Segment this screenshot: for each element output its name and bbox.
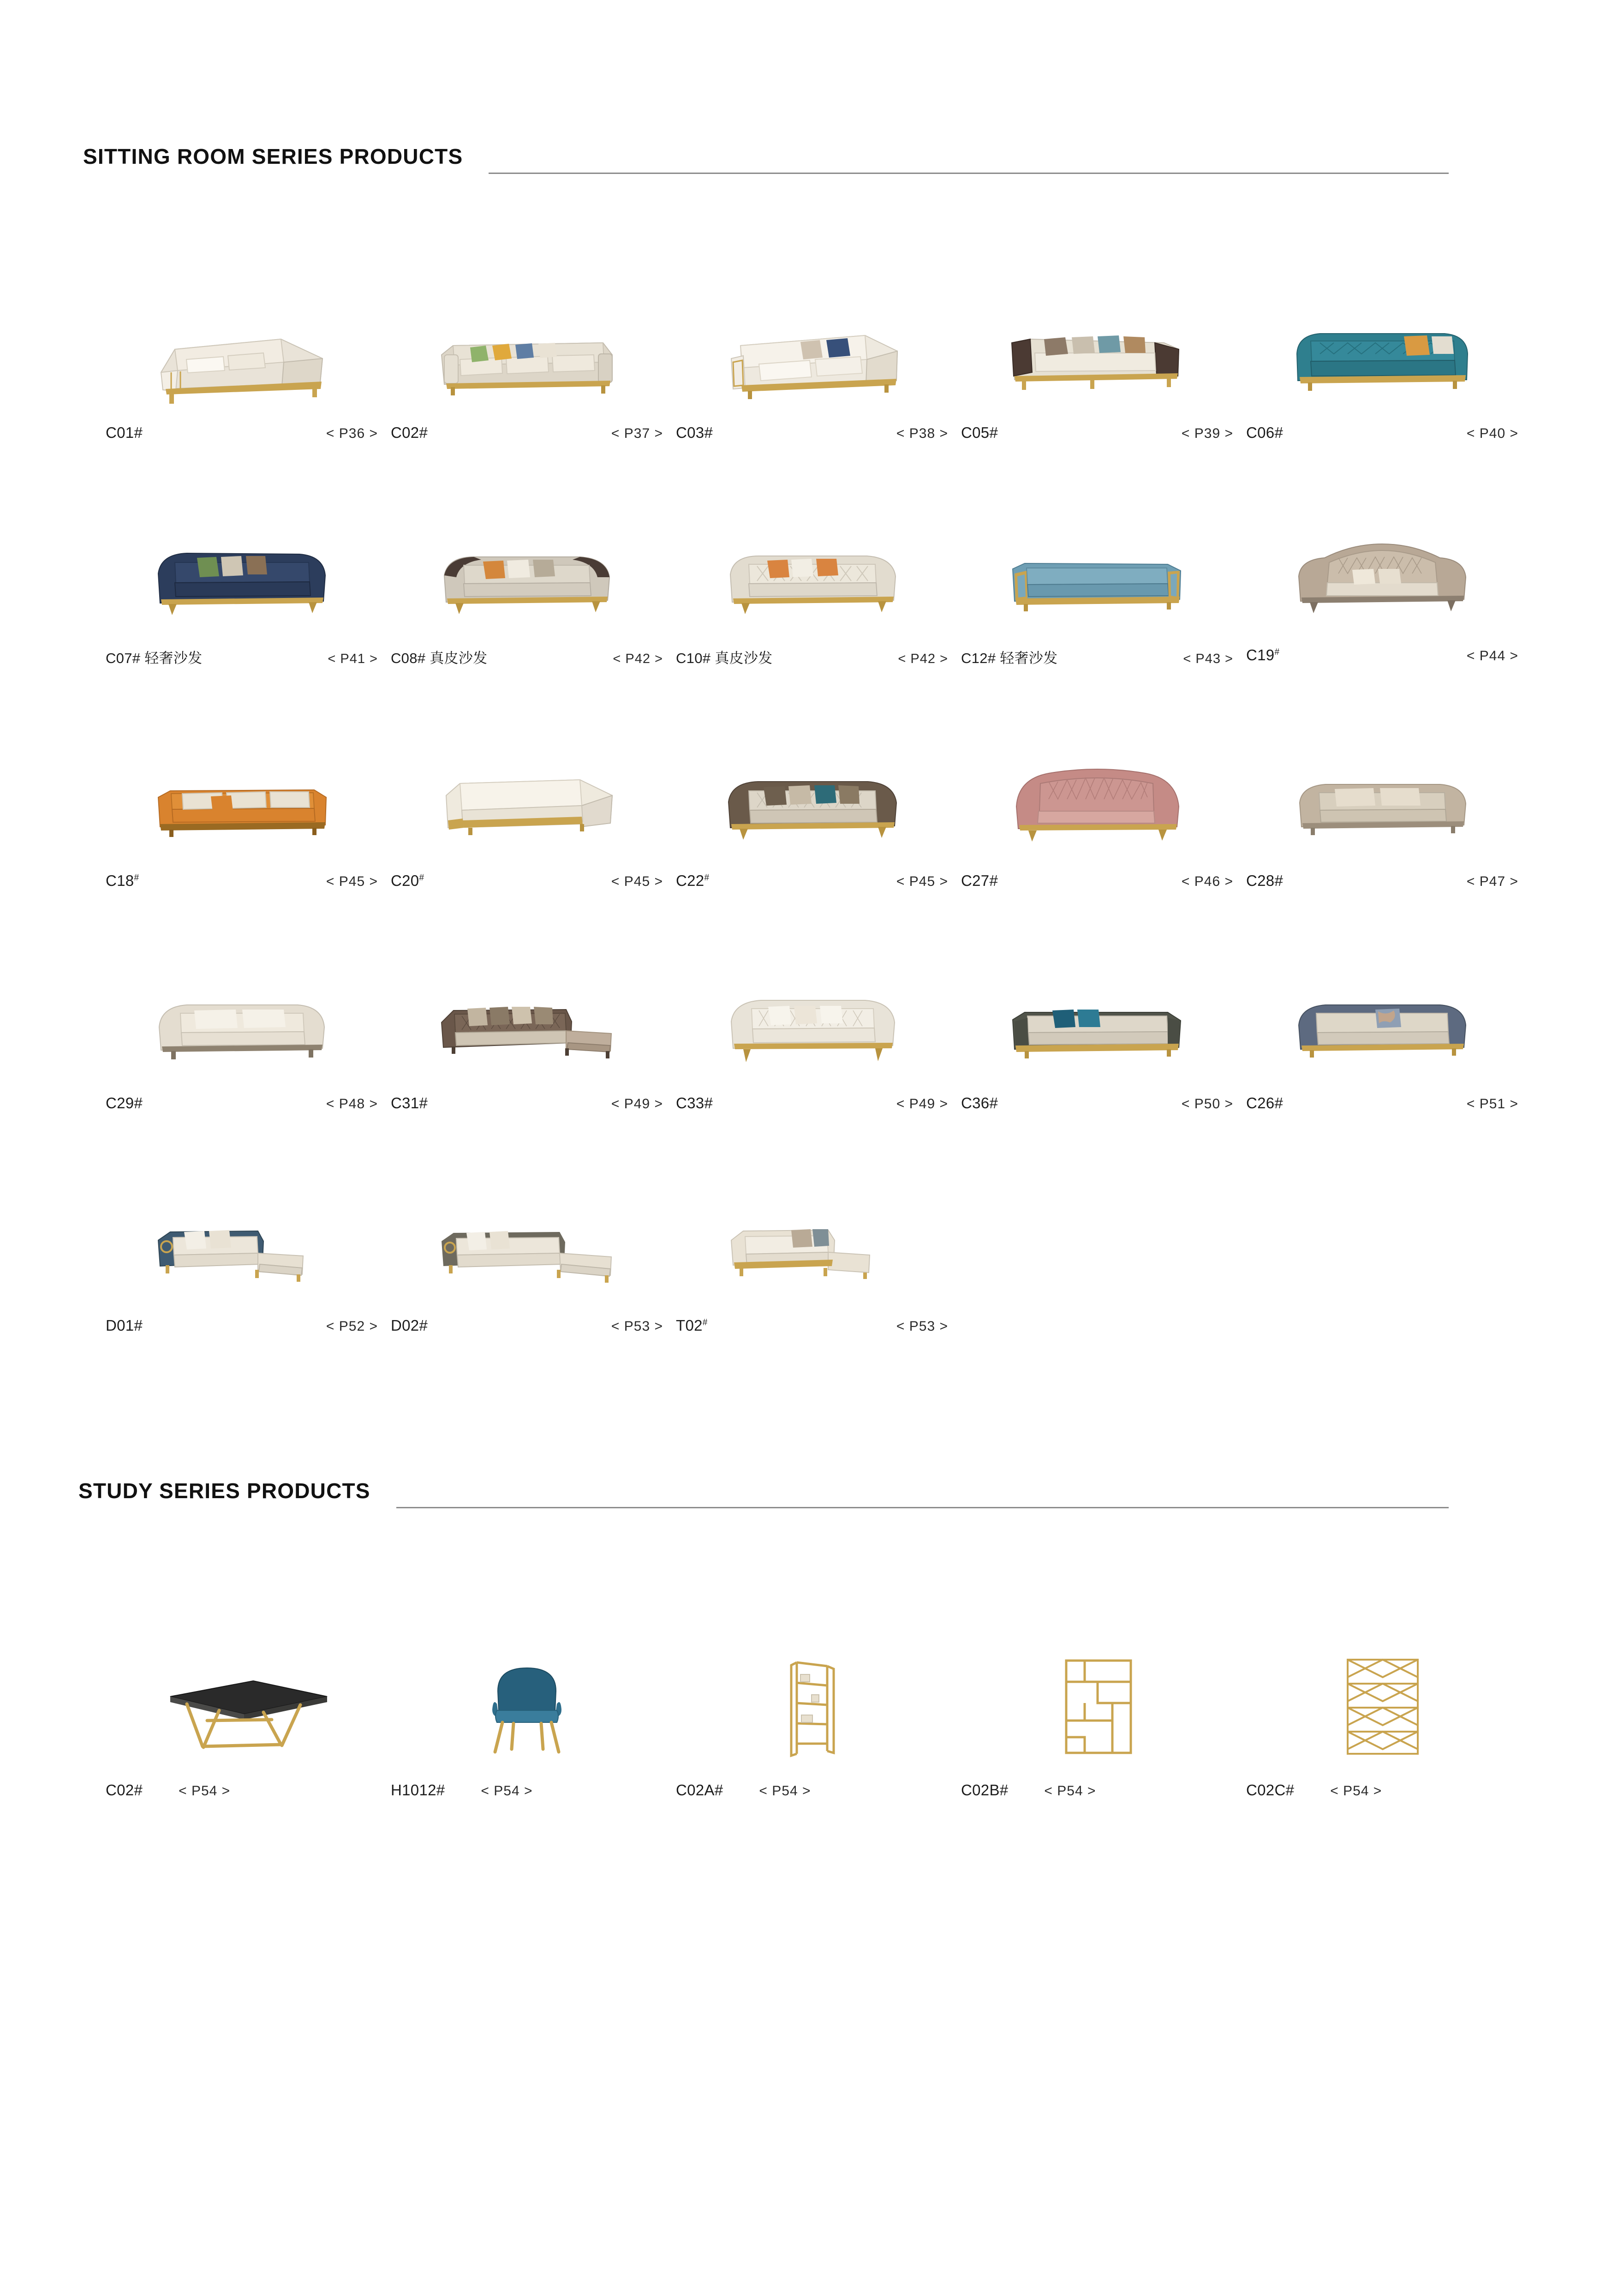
product-cell[interactable] bbox=[99, 493, 384, 667]
sofa-blue-grey-panel-icon bbox=[1246, 941, 1518, 1082]
sofa-cream-fabric-icon bbox=[106, 941, 378, 1082]
product-code: C36# bbox=[961, 1094, 998, 1112]
product-grid-row bbox=[0, 1614, 1624, 1799]
product-caption bbox=[961, 860, 1233, 890]
product-code: C29# bbox=[106, 1094, 143, 1112]
sofa-white-navy-cushions-icon bbox=[676, 271, 948, 412]
product-page-ref: < P54 > bbox=[1330, 1783, 1382, 1799]
sofa-brown-tufted-icon bbox=[676, 719, 948, 860]
product-page-ref: < P51 > bbox=[1466, 1096, 1518, 1112]
product-page-ref: < P41 > bbox=[328, 651, 378, 666]
product-code: C20# bbox=[391, 872, 424, 889]
desk-black-gold-icon bbox=[106, 1614, 378, 1769]
product-cell[interactable] bbox=[1240, 493, 1525, 667]
product-page-ref: < P43 > bbox=[1183, 651, 1233, 666]
product-caption bbox=[1246, 634, 1518, 664]
product-page-ref: < P49 > bbox=[611, 1096, 663, 1112]
product-caption bbox=[1246, 412, 1518, 442]
product-grid-row bbox=[0, 493, 1624, 667]
product-caption bbox=[391, 1305, 663, 1334]
product-page-ref: < P38 > bbox=[896, 426, 948, 441]
product-code: C27# bbox=[961, 872, 998, 889]
product-code: T02# bbox=[676, 1317, 708, 1334]
product-code: H1012# bbox=[391, 1781, 445, 1799]
product-code: C02# bbox=[391, 424, 428, 441]
product-page-ref: < P36 > bbox=[326, 426, 378, 441]
product-cell[interactable] bbox=[669, 1164, 955, 1334]
product-cell[interactable] bbox=[1240, 719, 1525, 890]
product-code: C33# bbox=[676, 1094, 713, 1112]
section-header-sitting-room bbox=[0, 138, 1624, 174]
section-divider bbox=[396, 1507, 1449, 1508]
product-caption bbox=[391, 412, 663, 442]
section-divider bbox=[489, 173, 1449, 174]
product-code: C26# bbox=[1246, 1094, 1284, 1112]
product-caption bbox=[106, 1305, 378, 1334]
product-page-ref: < P39 > bbox=[1181, 426, 1233, 441]
product-page-ref: < P47 > bbox=[1466, 874, 1518, 889]
product-cell[interactable] bbox=[99, 719, 384, 890]
sectional-cream-blue-icon bbox=[106, 1164, 378, 1305]
sofa-navy-leather-icon bbox=[106, 493, 378, 634]
product-grid-row bbox=[0, 941, 1624, 1112]
product-code: C02C# bbox=[1246, 1781, 1295, 1799]
sofa-pink-chesterfield-icon bbox=[961, 719, 1233, 860]
product-grid-row bbox=[0, 271, 1624, 442]
product-cell-empty bbox=[955, 1164, 1240, 1334]
product-page-ref: < P53 > bbox=[611, 1319, 663, 1334]
product-cell[interactable] bbox=[99, 941, 384, 1112]
product-cell[interactable] bbox=[669, 271, 955, 442]
product-grid-row bbox=[0, 1164, 1624, 1334]
product-page-ref: < P54 > bbox=[759, 1783, 811, 1799]
product-caption bbox=[391, 1769, 663, 1799]
product-cell[interactable] bbox=[955, 719, 1240, 890]
product-cell[interactable] bbox=[384, 941, 669, 1112]
product-caption bbox=[961, 412, 1233, 442]
product-grid-row bbox=[0, 719, 1624, 890]
product-caption bbox=[391, 1082, 663, 1112]
sofa-taupe-modern-icon bbox=[1246, 719, 1518, 860]
sofa-white-quilted-icon bbox=[676, 941, 948, 1082]
product-caption bbox=[676, 634, 948, 667]
product-code: C18# bbox=[106, 872, 139, 889]
sofa-orange-leather-icon bbox=[106, 719, 378, 860]
product-page-ref: < P54 > bbox=[1044, 1783, 1096, 1799]
product-page-ref: < P42 > bbox=[898, 651, 948, 666]
product-caption bbox=[106, 634, 378, 667]
product-page-ref: < P46 > bbox=[1181, 874, 1233, 889]
sofa-grey-curved-icon bbox=[391, 493, 663, 634]
sectional-cream-long-icon bbox=[391, 1164, 663, 1305]
product-page-ref: < P42 > bbox=[613, 651, 663, 666]
product-code: C31# bbox=[391, 1094, 428, 1112]
sofa-cream-gold-frame-icon bbox=[106, 271, 378, 412]
product-caption bbox=[106, 1082, 378, 1112]
product-page-ref: < P45 > bbox=[326, 874, 378, 889]
product-cell[interactable] bbox=[384, 1614, 669, 1799]
section-header-study bbox=[0, 1473, 1624, 1508]
product-cell[interactable] bbox=[955, 493, 1240, 667]
product-caption bbox=[676, 1305, 948, 1334]
product-caption bbox=[676, 860, 948, 890]
product-code: C10# 真皮沙发 bbox=[676, 650, 773, 666]
product-cell[interactable] bbox=[384, 493, 669, 667]
product-page-ref: < P44 > bbox=[1466, 648, 1518, 663]
product-code: C07# 轻奢沙发 bbox=[106, 650, 203, 666]
product-caption bbox=[106, 860, 378, 890]
product-page-ref: < P45 > bbox=[896, 874, 948, 889]
product-cell[interactable] bbox=[99, 1614, 384, 1799]
product-cell[interactable] bbox=[1240, 1614, 1525, 1799]
product-code: C19# bbox=[1246, 646, 1280, 663]
product-code: C28# bbox=[1246, 872, 1284, 889]
sectional-brown-tufted-icon bbox=[391, 941, 663, 1082]
sofa-blue-gold-base-icon bbox=[961, 493, 1233, 634]
product-page-ref: < P49 > bbox=[896, 1096, 948, 1112]
product-cell[interactable] bbox=[1240, 271, 1525, 442]
product-page-ref: < P45 > bbox=[611, 874, 663, 889]
shelf-gold-lattice-icon bbox=[1246, 1614, 1518, 1769]
sofa-green-teal-cushions-icon bbox=[961, 941, 1233, 1082]
product-cell[interactable] bbox=[955, 1614, 1240, 1799]
product-code: C06# bbox=[1246, 424, 1284, 441]
product-caption bbox=[676, 1769, 948, 1799]
product-caption bbox=[106, 1769, 378, 1799]
sectional-cream-chaise-icon bbox=[676, 1164, 948, 1305]
product-cell[interactable] bbox=[384, 1164, 669, 1334]
product-cell[interactable] bbox=[384, 271, 669, 442]
shelf-gold-geometric-icon bbox=[961, 1614, 1233, 1769]
section-title: STUDY SERIES PRODUCTS bbox=[78, 1478, 370, 1503]
product-code: C03# bbox=[676, 424, 713, 441]
product-code: C02B# bbox=[961, 1781, 1009, 1799]
product-page-ref: < P40 > bbox=[1466, 426, 1518, 441]
product-caption bbox=[1246, 1769, 1518, 1799]
product-cell[interactable] bbox=[669, 719, 955, 890]
product-code: C08# 真皮沙发 bbox=[391, 650, 488, 666]
sofa-cream-brown-back-icon bbox=[961, 271, 1233, 412]
product-cell[interactable] bbox=[99, 271, 384, 442]
product-code: C02# bbox=[106, 1781, 143, 1799]
product-page-ref: < P37 > bbox=[611, 426, 663, 441]
product-page-ref: < P54 > bbox=[179, 1783, 231, 1799]
product-cell[interactable] bbox=[955, 941, 1240, 1112]
product-code: C02A# bbox=[676, 1781, 723, 1799]
product-caption bbox=[1246, 860, 1518, 890]
sofa-cream-orange-cushions-icon bbox=[676, 493, 948, 634]
product-cell[interactable] bbox=[99, 1164, 384, 1334]
shelf-gold-ladder-icon bbox=[676, 1614, 948, 1769]
sofa-white-gold-base-icon bbox=[391, 719, 663, 860]
product-page-ref: < P54 > bbox=[481, 1783, 533, 1799]
sofa-teal-tufted-icon bbox=[1246, 271, 1518, 412]
product-caption bbox=[391, 634, 663, 667]
product-caption bbox=[961, 634, 1233, 667]
product-code: D02# bbox=[391, 1317, 428, 1334]
product-code: C12# 轻奢沙发 bbox=[961, 650, 1058, 666]
product-code: C22# bbox=[676, 872, 710, 889]
product-cell[interactable] bbox=[669, 493, 955, 667]
product-page-ref: < P53 > bbox=[896, 1319, 948, 1334]
product-cell[interactable] bbox=[1240, 941, 1525, 1112]
product-code: D01# bbox=[106, 1317, 143, 1334]
product-page-ref: < P48 > bbox=[326, 1096, 378, 1112]
product-caption bbox=[106, 412, 378, 442]
sofa-beige-colored-cushions-icon bbox=[391, 271, 663, 412]
section-title: SITTING ROOM SERIES PRODUCTS bbox=[83, 144, 463, 168]
product-cell[interactable] bbox=[669, 941, 955, 1112]
product-page-ref: < P50 > bbox=[1181, 1096, 1233, 1112]
product-page-ref: < P52 > bbox=[326, 1319, 378, 1334]
product-caption bbox=[1246, 1082, 1518, 1112]
product-caption bbox=[961, 1769, 1233, 1799]
product-code: C01# bbox=[106, 424, 143, 441]
product-caption bbox=[961, 1082, 1233, 1112]
product-code: C05# bbox=[961, 424, 998, 441]
sofa-beige-tufted-high-back-icon bbox=[1246, 493, 1518, 634]
chair-blue-velvet-icon bbox=[391, 1614, 663, 1769]
section-study bbox=[0, 1334, 1624, 1799]
product-cell[interactable] bbox=[955, 271, 1240, 442]
product-cell[interactable] bbox=[669, 1614, 955, 1799]
product-caption bbox=[391, 860, 663, 890]
product-caption bbox=[676, 412, 948, 442]
product-caption bbox=[676, 1082, 948, 1112]
product-cell[interactable] bbox=[384, 719, 669, 890]
product-cell-empty bbox=[1240, 1164, 1525, 1334]
